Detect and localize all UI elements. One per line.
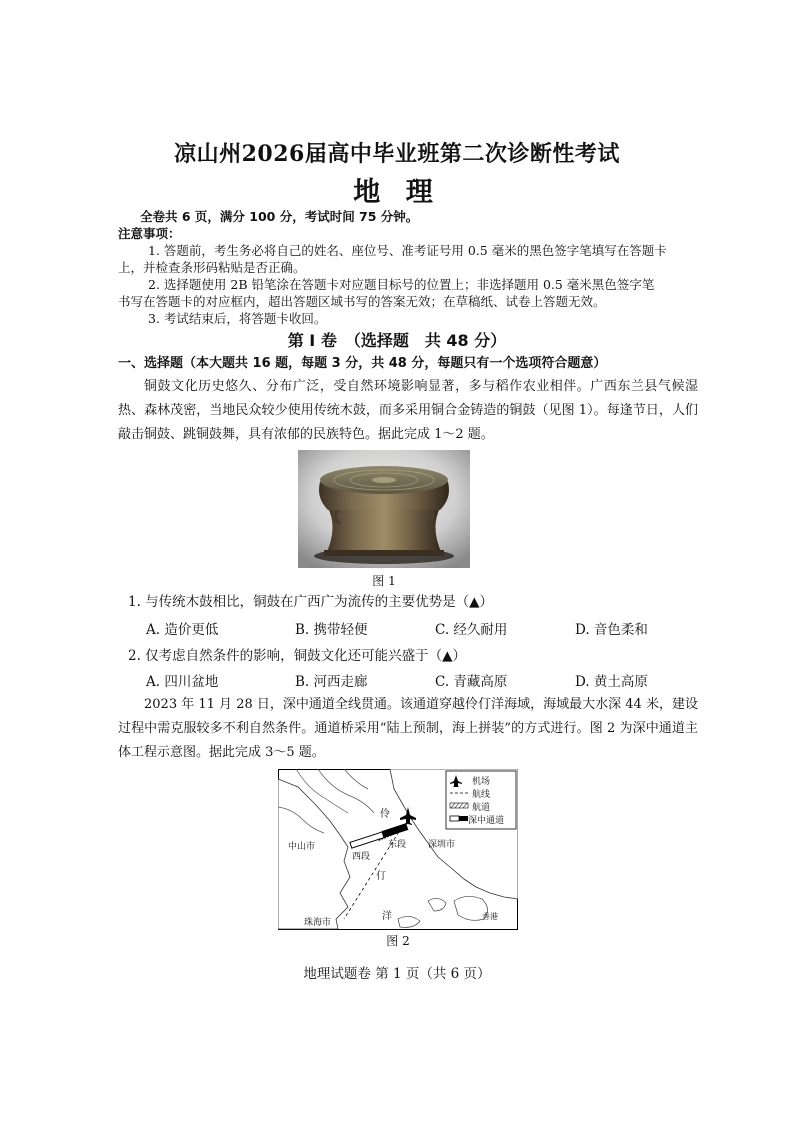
figure-2-caption: 图 2 — [386, 934, 410, 948]
bronze-drum-photo — [298, 450, 470, 568]
notes-heading: 注意事项： — [118, 226, 181, 241]
note-1-line-1: 1. 答题前，考生务必将自己的姓名、座位号、准考证号用 0.5 毫米的黑色签字笔填写在答题卡 — [148, 243, 667, 258]
question-2-option-d[interactable]: D. 黄土高原 — [575, 674, 648, 690]
section-instruction: 一、选择题（本大题共 16 题，每题 3 分，共 48 分，每题只有一个选项符合题意） — [118, 356, 607, 371]
note-1-line-2: 上，并检查条形码粘贴是否正确。 — [118, 260, 306, 275]
label-hongkong: 香港 — [482, 912, 498, 921]
question-2-option-a[interactable]: A. 四川盆地 — [146, 674, 219, 690]
note-3: 3. 考试结束后，将答题卡收回。 — [148, 311, 327, 326]
label-ding: 仃 — [376, 871, 386, 882]
legend-channel-label: 航道 — [472, 803, 491, 813]
subject-title: 地 理 — [353, 177, 441, 208]
label-ling: 伶 — [380, 809, 390, 820]
question-2-option-c[interactable]: C. 青藏高原 — [435, 674, 508, 690]
question-2-option-b[interactable]: B. 河西走廊 — [295, 674, 368, 690]
legend-tunnel-label: 深中通道 — [468, 816, 505, 826]
exam-summary: 全卷共 6 页，满分 100 分，考试时间 75 分钟。 — [140, 209, 419, 224]
question-1-option-a[interactable]: A. 造价更低 — [146, 622, 219, 638]
legend-airport-label: 机场 — [472, 777, 491, 787]
section-heading: 第 Ⅰ 卷 （选择题 共 48 分） — [287, 331, 507, 350]
label-zhongshan: 中山市 — [288, 842, 316, 852]
page-footer: 地理试题卷 第 1 页（共 6 页） — [303, 966, 491, 982]
question-1-option-d[interactable]: D. 音色柔和 — [575, 622, 648, 638]
label-yang: 洋 — [382, 911, 392, 922]
label-west-section: 西段 — [352, 852, 371, 862]
label-zhuhai: 珠海市 — [304, 918, 332, 928]
passage-2: 2023 年 11 月 28 日，深中通道全线贯通。该通道穿越伶仃洋海域，海域最大水深 44 米，建设过程中需克服较多不利自然条件。通道桥采用“陆上预制，海上拼装”的方式进行。图 2 为深中通道主体工程示意图。据此完成 3～5 题。 — [118, 697, 698, 760]
shenzhong-link-map — [278, 769, 518, 930]
question-1-stem: 1. 与传统木鼓相比，铜鼓在广西广为流传的主要优势是（▲） — [128, 594, 494, 610]
passage-1: 铜鼓文化历史悠久、分布广泛，受自然环境影响显著，多与稻作农业相伴。广西东兰县气候湿热、森林茂密，当地民众较少使用传统木鼓，而多采用铜合金铸造的铜鼓（见图 1）。每逢节日，人们敲击铜鼓、跳铜鼓舞，具有浓郁的民族特色。据此完成 1～2 题。 — [118, 379, 698, 442]
question-2-stem: 2. 仅考虑自然条件的影响，铜鼓文化还可能兴盛于（▲） — [128, 648, 467, 664]
note-2-line-2: 书写在答题卡的对应框内，超出答题区域书写的答案无效；在草稿纸、试卷上答题无效。 — [118, 294, 606, 309]
legend-route-label: 航线 — [472, 790, 491, 800]
label-east-section: 东段 — [388, 840, 407, 850]
question-1-option-b[interactable]: B. 携带轻便 — [295, 622, 368, 638]
question-1-option-c[interactable]: C. 经久耐用 — [435, 622, 508, 638]
exam-title: 凉山州2026届高中毕业班第二次诊断性考试 — [174, 141, 620, 167]
note-2-line-1: 2. 选择题使用 2B 铅笔涂在答题卡对应题目标号的位置上；非选择题用 0.5 毫米黑色签字笔 — [148, 277, 655, 292]
figure-1-caption: 图 1 — [372, 574, 396, 588]
label-shenzhen: 深圳市 — [428, 840, 456, 850]
